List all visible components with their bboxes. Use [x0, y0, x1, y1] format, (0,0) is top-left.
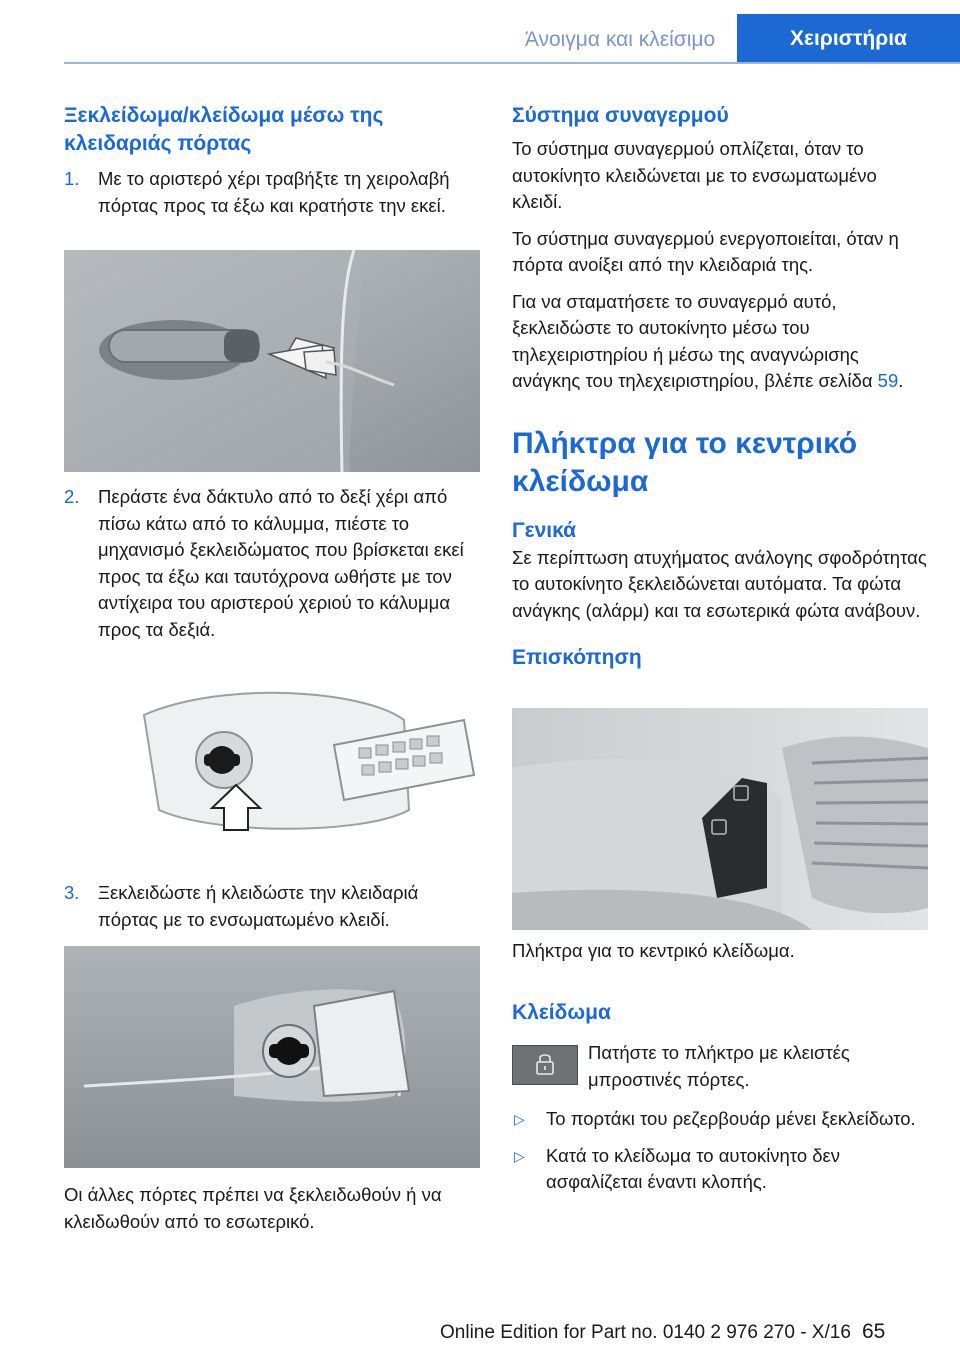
footer-edition: Online Edition for Part no. 0140 2 976 270 - X/16 [440, 1322, 851, 1343]
right-column-lower [512, 938, 928, 1027]
left-column-step2 [64, 484, 480, 643]
alarm-heading: Σύστημα συναγερμού [512, 104, 729, 127]
general-heading: Γενικά [512, 518, 577, 542]
bullet-text: Το πορτάκι του ρεζερβουάρ μένει ξεκλείδωτο. [546, 1108, 916, 1129]
alarm-paragraph-3-end: . [898, 370, 904, 391]
overview-heading: Επισκόπηση [512, 646, 642, 669]
alarm-paragraph-1: Το σύστημα συναγερμού οπλίζεται, όταν το αυτοκίνητο κλειδώνεται με το ενσωματωμένο κλειδί. [512, 138, 877, 212]
list-item [512, 1143, 928, 1196]
triangle-bullet-icon: ▷ [514, 1147, 525, 1164]
overview-caption: Πλήκτρα για το κεντρικό κλείδωμα. [512, 940, 795, 961]
locking-text-block [588, 1040, 928, 1093]
left-column [64, 102, 480, 219]
header-divider [64, 62, 960, 64]
step-number: 2. [64, 486, 80, 507]
step-text: Ξεκλειδώστε ή κλειδώστε την κλειδαριά πόρτας με το ενσωματωμένο κλειδί. [98, 882, 419, 930]
closing-text: Οι άλλες πόρτες πρέπει να ξεκλειδωθούν ή να κλειδωθούν από το εσωτερικό. [64, 1184, 442, 1232]
step-number: 3. [64, 882, 80, 903]
step-1 [64, 166, 480, 219]
step-2 [64, 484, 480, 643]
key-lock-image [64, 946, 480, 1168]
step-3 [64, 880, 480, 933]
right-column [512, 102, 928, 672]
page-link[interactable]: 59 [877, 370, 899, 391]
locking-heading: Κλείδωμα [512, 1000, 611, 1024]
triangle-bullet-icon: ▷ [514, 1111, 525, 1127]
bullet-text: Κατά το κλείδωμα το αυτοκίνητο δεν ασφαλίζεται έναντι κλοπής. [546, 1144, 841, 1192]
central-locking-title: Πλήκτρα για το κεντρικό κλείδωμα [512, 426, 858, 498]
step-text: Περάστε ένα δάκτυλο από το δεξί χέρι από πίσω κάτω από το κάλυμμα, πιέστε το μηχανισμό ξεκλειδώματος που βρίσκεται εκεί προς τα έξω και ταυτόχρονα ωθήστε με τον αντίχειρα του αριστερού χεριού το κάλυμμα προς τα δεξιά. [98, 486, 464, 640]
lock-button-icon [512, 1045, 578, 1085]
step-number: 1. [64, 168, 80, 189]
alarm-paragraph-3 [512, 289, 928, 395]
step-text: Με το αριστερό χέρι τραβήξτε τη χειρολαβή πόρτας προς τα έξω και κρατήστε την εκεί. [98, 168, 450, 216]
alarm-paragraph-3-text: Για να σταματήσετε το συναγερμό αυτό, ξεκλειδώστε το αυτοκίνητο μέσω του τηλεχειριστηρίου ή μέσω της αναγνώρισης ανάγκης του τηλεχειριστηρίου, βλέπε σελίδα [512, 290, 873, 391]
chapter-title: Άνοιγμα και κλείσιμο [524, 28, 716, 51]
section-heading-door-lock: Ξεκλείδωμα/κλείδωμα μέσω της κλειδαριάς πόρτας [64, 104, 384, 155]
right-bullets [512, 1106, 928, 1196]
section-tab-label: Χειριστήρια [790, 27, 907, 50]
section-tab[interactable] [737, 14, 960, 64]
central-lock-buttons-image [512, 708, 928, 930]
left-column-step3 [64, 880, 480, 933]
unlock-mechanism-image [64, 660, 480, 860]
general-paragraph: Σε περίπτωση ατυχήματος ανάλογης σφοδρότητας το αυτοκίνητο ξεκλειδώνεται αυτόματα. Τα φώτα ανάγκης (αλάρμ) και τα εσωτερικά φώτα ανάβουν. [512, 546, 927, 621]
door-handle-image [64, 250, 480, 472]
page-number: 65 [862, 1320, 886, 1343]
alarm-paragraph-2: Το σύστημα συναγερμού ενεργοποιείται, όταν η πόρτα ανοίξει από την κλειδαριά της. [512, 227, 899, 275]
left-column-closing [64, 1182, 480, 1235]
locking-paragraph: Πατήστε το πλήκτρο με κλειστές μπροστινές πόρτες. [588, 1042, 850, 1090]
list-item [512, 1106, 928, 1133]
